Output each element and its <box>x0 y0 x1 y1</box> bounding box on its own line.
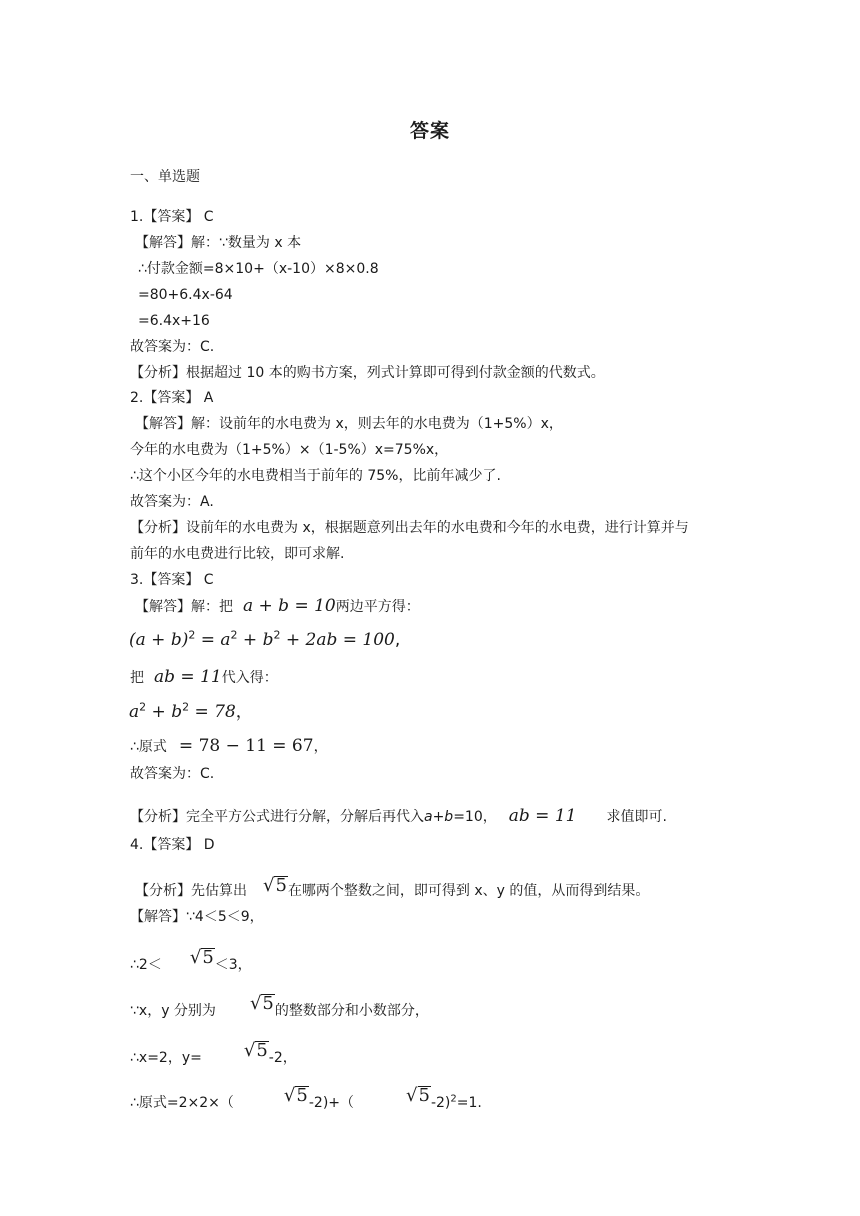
q3-equation-1 <box>129 628 401 650</box>
q4-sol4-suffix: -2， <box>268 1050 297 1066</box>
sqrt-radicand: 5 <box>296 1085 308 1106</box>
q4-sol5-end: =1. <box>456 1095 482 1111</box>
q1-analysis: 【分析】根据超过 10 本的购书方案，列式计算即可得到付款金额的代数式。 <box>130 365 605 381</box>
q3-eq1-punct: , <box>394 630 401 650</box>
q4-solution-line-2 <box>130 948 252 974</box>
q3-sol1-formula: a + b = 10 <box>243 596 336 616</box>
q3-equation-2 <box>129 700 253 722</box>
q2-solution-line-2: 今年的水电费为（1+5%）×（1-5%）x=75%x， <box>130 442 449 458</box>
q1-solution-line-2: ∴付款金额=8×10+（x-10）×8×0.8 <box>138 261 379 277</box>
section-heading: 一、单选题 <box>130 169 200 185</box>
q3-answer: 3.【答案】 C <box>130 572 214 588</box>
sqrt-5-symbol: √5 <box>263 875 287 896</box>
q3-sol2-suffix: 代入得： <box>221 670 278 686</box>
q4-sol4-prefix: ∴x=2，y= <box>130 1050 202 1066</box>
q4-solution-line-5 <box>130 1086 482 1112</box>
q3-analysis-suffix: 求值即可. <box>606 809 667 825</box>
q3-sol3-formula: = 78 − 11 = 67 <box>178 736 314 756</box>
page-title: 答案 <box>409 120 450 142</box>
q4-solution-line-1: 【解答】∵4＜5＜9， <box>130 909 264 925</box>
q3-sol2-prefix: 把 <box>130 670 144 686</box>
q3-eq1-exp: 2 <box>188 628 196 642</box>
sqrt-5-symbol: √5 <box>243 1040 268 1061</box>
q2-analysis-line-2: 前年的水电费进行比较，即可求解. <box>130 546 345 562</box>
q4-sol5-suffix: -2) <box>430 1095 451 1111</box>
q4-sol3-suffix: 的整数部分和小数部分， <box>274 1003 429 1019</box>
q1-solution-line-4: =6.4x+16 <box>138 313 210 329</box>
q3-sol2-formula: ab = 11 <box>154 667 222 687</box>
q3-eq2-exp2: 2 <box>182 700 190 714</box>
q3-eq2-punct: ， <box>235 702 253 722</box>
q3-eq1-mid1: = a <box>195 630 231 650</box>
sqrt-radicand: 5 <box>262 993 274 1014</box>
q3-solution-line-1 <box>135 597 420 616</box>
q1-solution-line-1: 【解答】解：∵数量为 x 本 <box>135 235 302 251</box>
sqrt-5-symbol: √5 <box>249 993 274 1014</box>
sqrt-radicand: 5 <box>418 1085 430 1106</box>
q3-eq2-right: = 78 <box>189 702 236 722</box>
q4-sol2-suffix: ＜3， <box>214 957 252 973</box>
q3-sol1-prefix: 【解答】解：把 <box>135 599 233 615</box>
sqrt-radicand: 5 <box>202 947 214 968</box>
q3-sol3-prefix: ∴原式 <box>130 739 167 755</box>
q3-eq1-right: + 2ab = 100 <box>280 630 395 650</box>
sqrt-5-symbol: √5 <box>283 1085 308 1106</box>
q3-sol3-punct: ， <box>313 739 328 755</box>
q4-answer: 4.【答案】 D <box>130 837 215 853</box>
q3-eq1-left: (a + b) <box>129 630 189 650</box>
sqrt-5-symbol: √5 <box>406 1085 430 1106</box>
q3-eq1-mid2: + b <box>237 630 274 650</box>
q4-analysis <box>135 876 649 900</box>
q1-solution-line-3: =80+6.4x-64 <box>138 287 233 303</box>
q3-eq1-exp2: 2 <box>230 628 238 642</box>
q4-solution-line-4 <box>130 1041 297 1067</box>
q3-solution-line-3 <box>130 737 328 756</box>
q4-sol5-mid: -2)+（ <box>308 1095 355 1111</box>
q4-analysis-suffix: 在哪两个整数之间，即可得到 x、y 的值，从而得到结果。 <box>287 883 650 899</box>
sqrt-5-symbol: √5 <box>189 947 214 968</box>
q2-conclusion: 故答案为：A. <box>130 494 214 510</box>
q3-analysis <box>130 807 667 826</box>
q3-eq1-exp3: 2 <box>273 628 281 642</box>
q4-analysis-prefix: 【分析】先估算出 <box>135 883 247 899</box>
q3-solution-line-2 <box>130 668 278 687</box>
q3-analysis-mid: =10， <box>453 809 497 825</box>
q1-conclusion: 故答案为：C. <box>130 339 215 355</box>
sqrt-radicand: 5 <box>256 1040 268 1061</box>
sqrt-radicand: 5 <box>275 875 287 896</box>
q3-analysis-var: a+b <box>424 809 454 825</box>
q4-sol5-exponent: 2 <box>450 1093 457 1105</box>
q2-solution-line-3: ∴这个小区今年的水电费相当于前年的 75%，比前年减少了. <box>130 468 501 484</box>
q3-eq2-a: a <box>129 702 140 722</box>
q4-solution-line-3 <box>130 994 429 1020</box>
q4-sol5-prefix: ∴原式=2×2×（ <box>130 1095 234 1111</box>
q1-answer: 1.【答案】 C <box>130 209 214 225</box>
q3-conclusion: 故答案为：C. <box>130 766 215 782</box>
q3-eq2-b: + b <box>146 702 183 722</box>
q3-sol1-suffix: 两边平方得： <box>335 599 420 615</box>
q4-sol2-prefix: ∴2＜ <box>130 957 162 973</box>
q2-solution-line-1: 【解答】解：设前年的水电费为 x，则去年的水电费为（1+5%）x， <box>135 416 563 432</box>
q2-answer: 2.【答案】 A <box>130 390 214 406</box>
q3-analysis-prefix: 【分析】完全平方公式进行分解，分解后再代入 <box>130 809 424 825</box>
q4-sol3-prefix: ∵x，y 分别为 <box>130 1003 216 1019</box>
q3-analysis-formula: ab = 11 <box>508 806 577 826</box>
q2-analysis-line-1: 【分析】设前年的水电费为 x，根据题意列出去年的水电费和今年的水电费，进行计算并与 <box>130 520 689 536</box>
q3-eq2-exp: 2 <box>139 700 147 714</box>
